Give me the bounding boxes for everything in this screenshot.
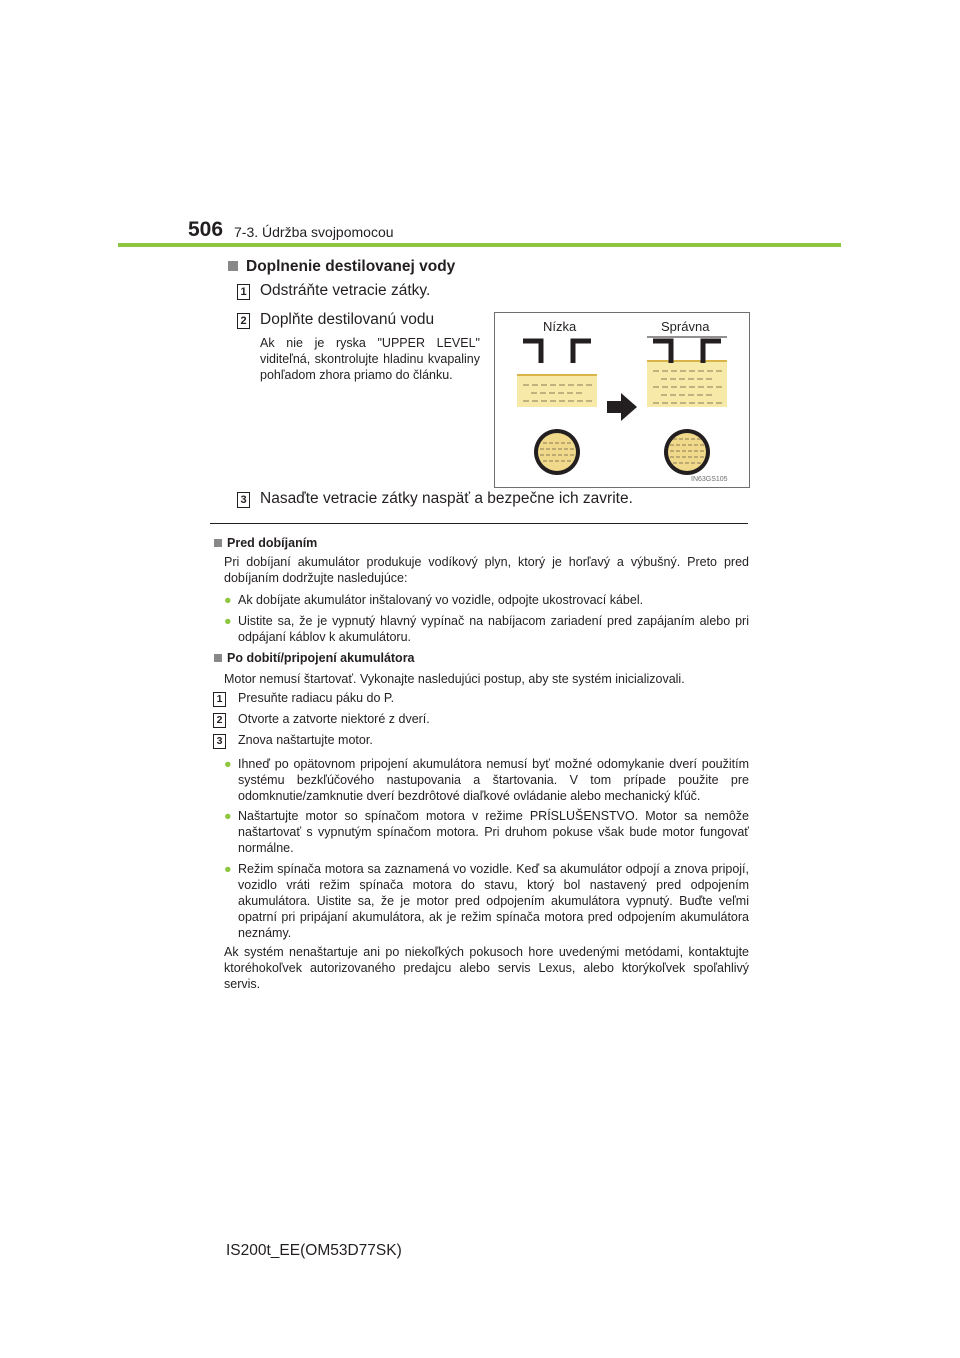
list-item xyxy=(224,861,749,941)
bullet-text: Ak dobíjate akumulátor inštalovaný vo vozidle, odpojte ukostrovací kábel. xyxy=(238,593,644,607)
bullet-text: Naštartujte motor so spínačom motora v režime PRÍSLUŠENSTVO. Motor sa nemôže naštartovať s vypnutým spínačom motora. Pri druhom pokuse však bude motor fungovať normálne. xyxy=(238,809,749,855)
header-rule xyxy=(118,243,841,247)
label-correct: Správna xyxy=(661,319,710,334)
correct-level-cell xyxy=(647,337,727,475)
list-item xyxy=(224,613,749,645)
model-code: IS200t_EE(OM53D77SK) xyxy=(226,1242,402,1259)
label-low: Nízka xyxy=(543,319,577,334)
circle-bullet-icon: ● xyxy=(224,862,232,876)
section-title: 7-3. Údržba svojpomocou xyxy=(234,224,394,240)
list-item xyxy=(224,756,749,804)
page-number: 506 xyxy=(188,218,224,241)
bullet-text: Režim spínača motora sa zaznamená vo vozidle. Keď sa akumulátor odpojí a znova pripojí, vozidlo vráti režim spínača motora do stavu, ktorý bol nastavený pred odpojením akumulátora. Uistite sa, že je motor pred odpojením akumulátora vypnutý. Buďte veľmi opatrní pri pripájaní akumulátora, ak je režim spínača motora pred odpojením akumulátora neznámy. xyxy=(238,862,749,940)
refill-step-3: Nasaďte vetracie zátky naspäť a bezpečne ich zavrite. xyxy=(260,490,633,507)
sub-step-2: Otvorte a zatvorte niektoré z dverí. xyxy=(238,712,430,726)
section-divider xyxy=(210,523,748,524)
refill-step-2: Doplňte destilovanú vodu xyxy=(260,311,435,328)
low-level-cell xyxy=(517,341,597,475)
bullet-text: Uistite sa, že je vypnutý hlavný vypínač na nabíjacom zariadení pred zapájaním alebo pri odpájaní káblov k akumulátoru. xyxy=(238,614,749,644)
before-charging-title: Pred dobíjaním xyxy=(227,536,318,550)
circle-bullet-icon: ● xyxy=(224,614,232,628)
square-bullet-icon xyxy=(228,261,238,271)
step-number-3: 3 xyxy=(237,492,250,508)
list-item xyxy=(224,808,749,856)
before-charging-heading xyxy=(214,536,317,550)
bullet-text: Ihneď po opätovnom pripojení akumulátora nemusí byť možné odomykanie dverí použitím systému bezkľúčového nastupovania a štartovania. V tom prípade použite pre odomknutie/zamknutie dverí bezdrôtové diaľkové ovládanie alebo mechanický kľúč. xyxy=(238,757,749,803)
battery-level-figure xyxy=(494,312,750,488)
closing-paragraph: Ak systém nenaštartuje ani po niekoľkých pokusoch hore uvedenými metódami, kontaktujte ktoréhokoľvek autorizovaného predajcu alebo servis Lexus, alebo ktorýkoľvek spoľahlivý servis. xyxy=(224,945,749,991)
sub-step-number-2: 2 xyxy=(213,713,226,728)
arrow-right-icon xyxy=(607,393,637,421)
step-number-2: 2 xyxy=(237,313,250,329)
circle-bullet-icon: ● xyxy=(224,757,232,771)
before-charging-intro: Pri dobíjaní akumulátor produkuje vodíkový plyn, ktorý je horľavý a výbušný. Preto pred dobíjaním dodržujte nasledujúce: xyxy=(224,555,749,585)
after-charging-title: Po dobití/pripojení akumulátora xyxy=(227,651,415,665)
step-number-1: 1 xyxy=(237,284,250,300)
sub-step-number-1: 1 xyxy=(213,692,226,707)
square-bullet-icon xyxy=(214,654,222,662)
refill-step-1: Odstráňte vetracie zátky. xyxy=(260,282,431,299)
after-charging-heading xyxy=(214,651,415,665)
list-item xyxy=(224,592,749,608)
refill-title: Doplnenie destilovanej vody xyxy=(246,258,456,275)
sub-step-number-3: 3 xyxy=(213,734,226,749)
sub-step-1: Presuňte radiacu páku do P. xyxy=(238,691,395,705)
after-charging-intro: Motor nemusí štartovať. Vykonajte nasledujúci postup, aby ste systém inicializovali. xyxy=(224,672,685,686)
battery-level-illustration xyxy=(495,313,749,487)
circle-bullet-icon: ● xyxy=(224,809,232,823)
refill-note: Ak nie je ryska "UPPER LEVEL" viditeľná, skontrolujte hladinu kvapaliny pohľadom zhora priamo do článku. xyxy=(260,336,480,382)
square-bullet-icon xyxy=(214,539,222,547)
refill-heading xyxy=(228,258,455,276)
circle-bullet-icon: ● xyxy=(224,593,232,607)
sub-step-3: Znova naštartujte motor. xyxy=(238,733,373,747)
figure-code: IN63GS105 xyxy=(691,476,728,483)
